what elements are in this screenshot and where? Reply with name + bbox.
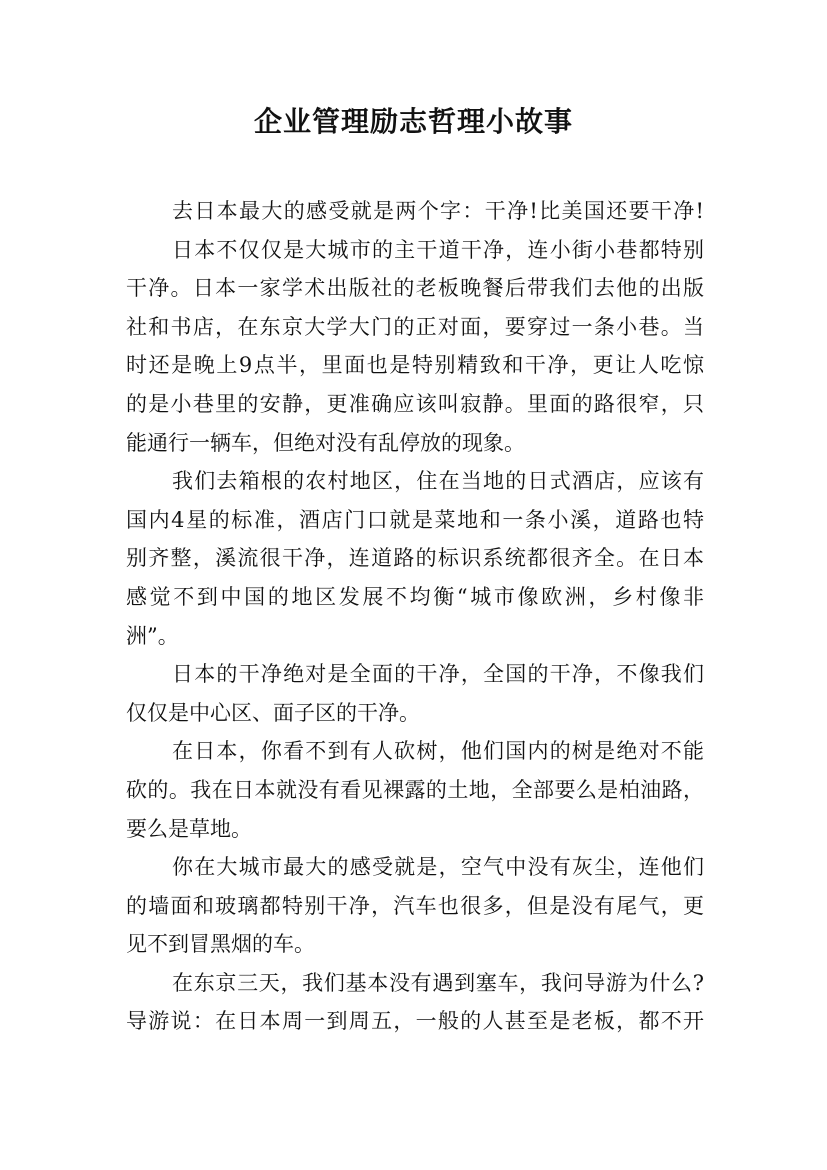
text-line: 社和书店，在东京大学大门的正对面，要穿过一条小巷。当 bbox=[126, 314, 704, 339]
text-line: 在日本，你看不到有人砍树，他们国内的树是绝对不能 bbox=[172, 739, 704, 764]
text-line: 你在大城市最大的感受就是，空气中没有灰尘，连他们 bbox=[172, 855, 704, 880]
text-line: 时还是晚上9点半，里面也是特别精致和干净，更让人吃惊 bbox=[126, 353, 704, 378]
text-line: 能通行一辆车，但绝对没有乱停放的现象。 bbox=[126, 430, 525, 455]
text-line: 干净。日本一家学术出版社的老板晚餐后带我们去他的出版 bbox=[126, 276, 704, 301]
text-line: 别齐整，溪流很干净，连道路的标识系统都很齐全。在日本 bbox=[126, 546, 704, 571]
text-line: 日本的干净绝对是全面的干净，全国的干净，不像我们 bbox=[172, 662, 704, 687]
text-line: 日本不仅仅是大城市的主干道干净，连小街小巷都特别 bbox=[172, 237, 704, 262]
text-line: 要么是草地。 bbox=[126, 816, 252, 841]
text-line: 的是小巷里的安静，更准确应该叫寂静。里面的路很窄，只 bbox=[126, 391, 704, 416]
text-line: 的墙面和玻璃都特别干净，汽车也很多，但是没有尾气，更 bbox=[126, 893, 704, 918]
text-line: 在东京三天，我们基本没有遇到塞车，我问导游为什么? bbox=[172, 970, 704, 995]
text-line: 洲”。 bbox=[126, 623, 179, 648]
document-body bbox=[126, 192, 704, 1041]
text-line: 砍的。我在日本就没有看见裸露的土地，全部要么是柏油路， bbox=[126, 777, 704, 802]
text-line: 国内4星的标准，酒店门口就是菜地和一条小溪，道路也特 bbox=[126, 507, 704, 532]
text-line: 我们去箱根的农村地区，住在当地的日式酒店，应该有 bbox=[172, 469, 704, 494]
text-line: 导游说：在日本周一到周五，一般的人甚至是老板，都不开 bbox=[126, 1009, 704, 1034]
text-line: 仅仅是中心区、面子区的干净。 bbox=[126, 700, 420, 725]
document-title: 企业管理励志哲理小故事 bbox=[253, 105, 573, 138]
text-line: 感觉不到中国的地区发展不均衡“城市像欧洲，乡村像非 bbox=[126, 584, 704, 609]
text-line: 见不到冒黑烟的车。 bbox=[126, 932, 315, 957]
text-line: 去日本最大的感受就是两个字：干净!比美国还要干净! bbox=[172, 199, 704, 223]
